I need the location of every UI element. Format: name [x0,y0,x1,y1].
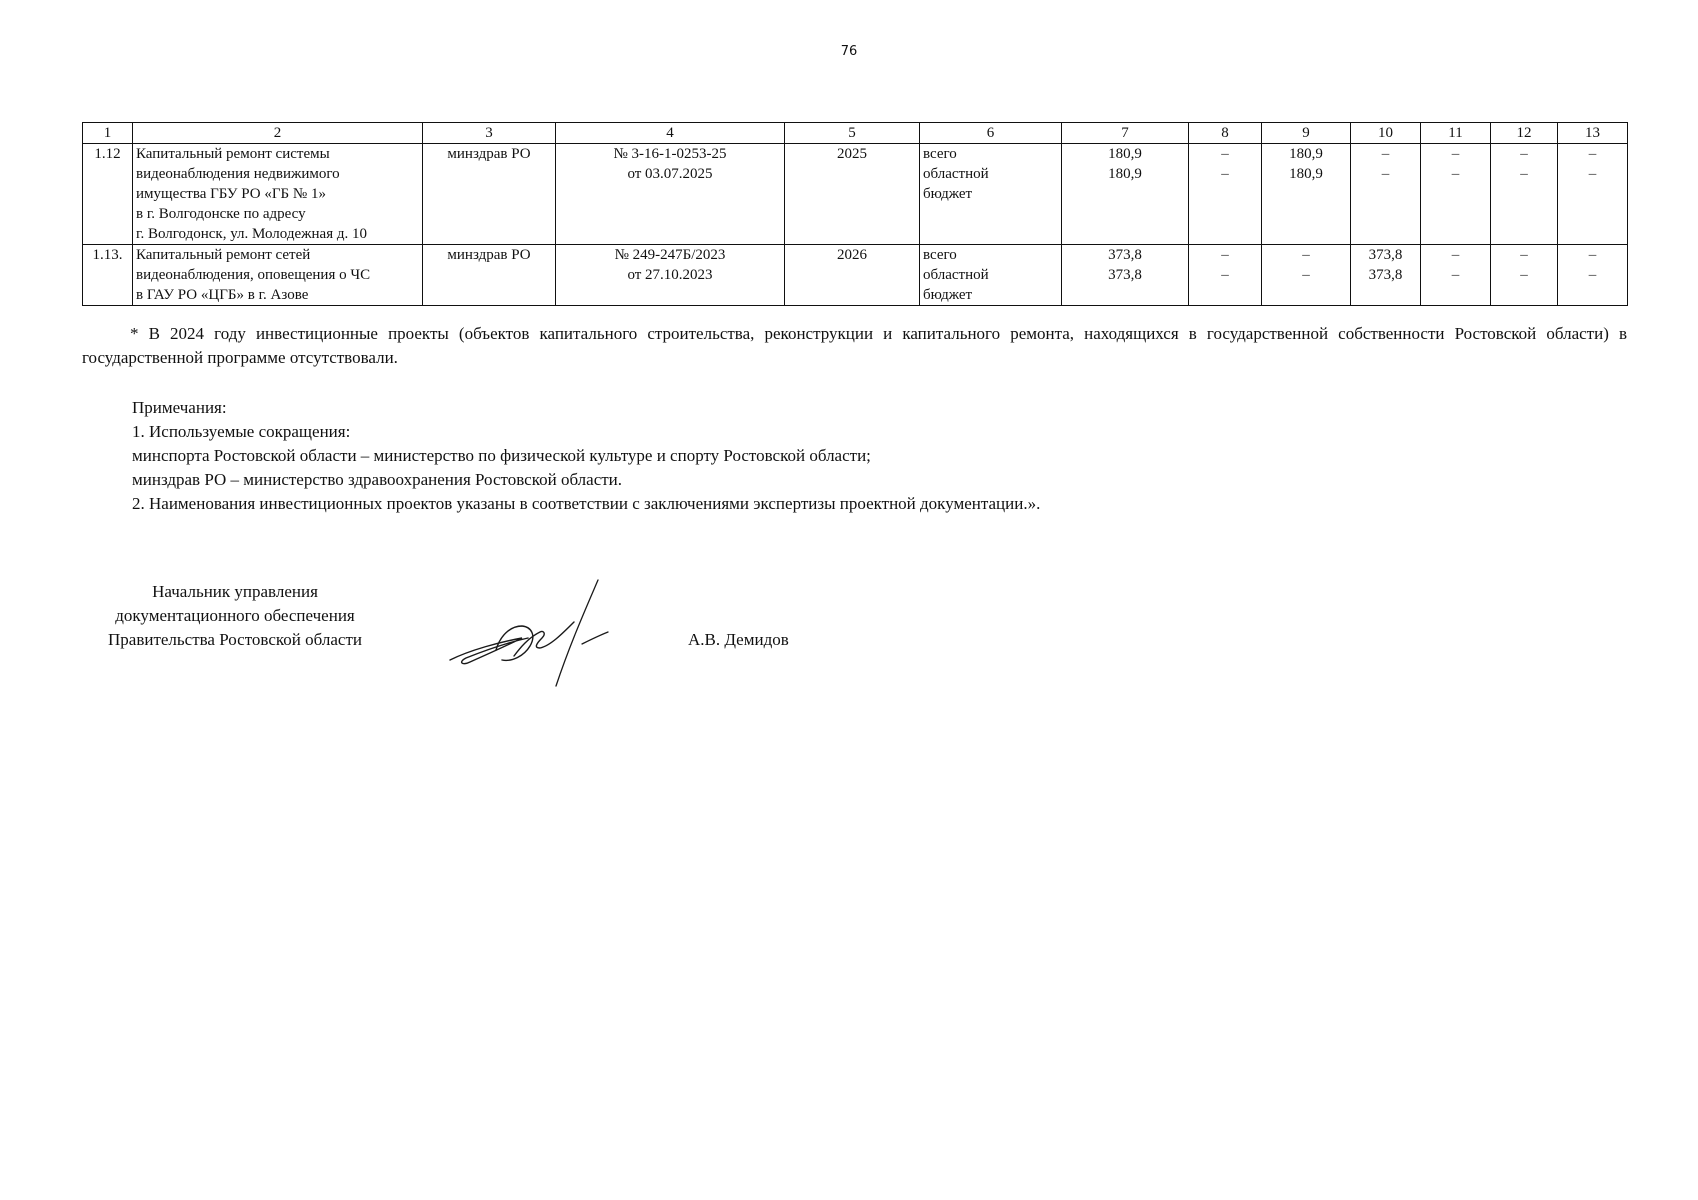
funding-source: всего областной бюджет [920,144,1062,245]
footnote: * В 2024 году инвестиционные проекты (объектов капитального строительства, реконструкции и капитального ремонта, находящихся в государственной собственности Ростовской области) в государственной программе отсутствовали. [82,324,1627,367]
value-col-8: – – [1189,245,1262,306]
executor: минздрав РО [423,144,556,245]
column-header-11: 11 [1421,123,1491,144]
signee-name: А.В. Демидов [688,630,789,649]
column-header-5: 5 [785,123,920,144]
note-item: 2. Наименования инвестиционных проектов указаны в соответствии с заключениями экспертизы проектной документации.». [132,494,1041,513]
project-name-line: Капитальный ремонт системы [136,146,330,162]
project-name-line: г. Волгодонск, ул. Молодежная д. 10 [136,226,367,242]
signer-position-line: документационного обеспечения [115,606,355,625]
column-header-2: 2 [133,123,423,144]
value-col-8: – – [1189,144,1262,245]
column-header-3: 3 [423,123,556,144]
value-col-9: 180,9 180,9 [1262,144,1351,245]
row-number: 1.12 [83,144,133,245]
value-col-9: – – [1262,245,1351,306]
value-col-11: – – [1421,144,1491,245]
note-item: 1. Используемые сокращения: [132,422,351,441]
signer-position-line: Начальник управления [152,582,318,601]
row-number: 1.13. [83,245,133,306]
executor: минздрав РО [423,245,556,306]
signer-position-line: Правительства Ростовской области [108,630,362,649]
notes-section [132,396,1040,516]
value-col-7: 180,9 180,9 [1062,144,1189,245]
table-header-row [83,123,1628,144]
column-header-13: 13 [1558,123,1628,144]
abbreviation-item: минздрав РО – министерство здравоохранения Ростовской области. [132,470,623,489]
value-col-12: – – [1491,245,1558,306]
abbreviation-item: минспорта Ростовской области – министерство по физической культуре и спорту Ростовской области; [132,446,871,465]
table-row [83,245,1628,306]
year: 2025 [785,144,920,245]
expertise-document: № 249-247Б/2023 от 27.10.2023 [556,245,785,306]
value-col-13: – – [1558,144,1628,245]
project-name-line: в ГАУ РО «ЦГБ» в г. Азове [136,287,309,303]
project-name-line: имущества ГБУ РО «ГБ № 1» [136,186,326,202]
expertise-document: № 3-16-1-0253-25 от 03.07.2025 [556,144,785,245]
project-name [133,245,423,306]
column-header-4: 4 [556,123,785,144]
column-header-1: 1 [83,123,133,144]
project-name-line: в г. Волгодонске по адресу [136,206,306,222]
project-name-line: Капитальный ремонт сетей [136,247,311,263]
column-header-10: 10 [1351,123,1421,144]
project-name-line: видеонаблюдения недвижимого [136,166,340,182]
handwritten-signature [440,572,640,692]
value-col-13: – – [1558,245,1628,306]
project-name-line: видеонаблюдения, оповещения о ЧС [136,267,371,283]
value-col-11: – – [1421,245,1491,306]
value-col-10: 373,8 373,8 [1351,245,1421,306]
signer-position [70,580,400,652]
column-header-6: 6 [920,123,1062,144]
value-col-7: 373,8 373,8 [1062,245,1189,306]
column-header-8: 8 [1189,123,1262,144]
project-name [133,144,423,245]
value-col-10: – – [1351,144,1421,245]
funding-source: всего областной бюджет [920,245,1062,306]
value-col-12: – – [1491,144,1558,245]
column-header-12: 12 [1491,123,1558,144]
column-header-9: 9 [1262,123,1351,144]
table-row [83,144,1628,245]
year: 2026 [785,245,920,306]
notes-title: Примечания: [132,398,227,417]
column-header-7: 7 [1062,123,1189,144]
investment-projects-table [82,122,1628,306]
page-number: 76 [840,44,858,59]
